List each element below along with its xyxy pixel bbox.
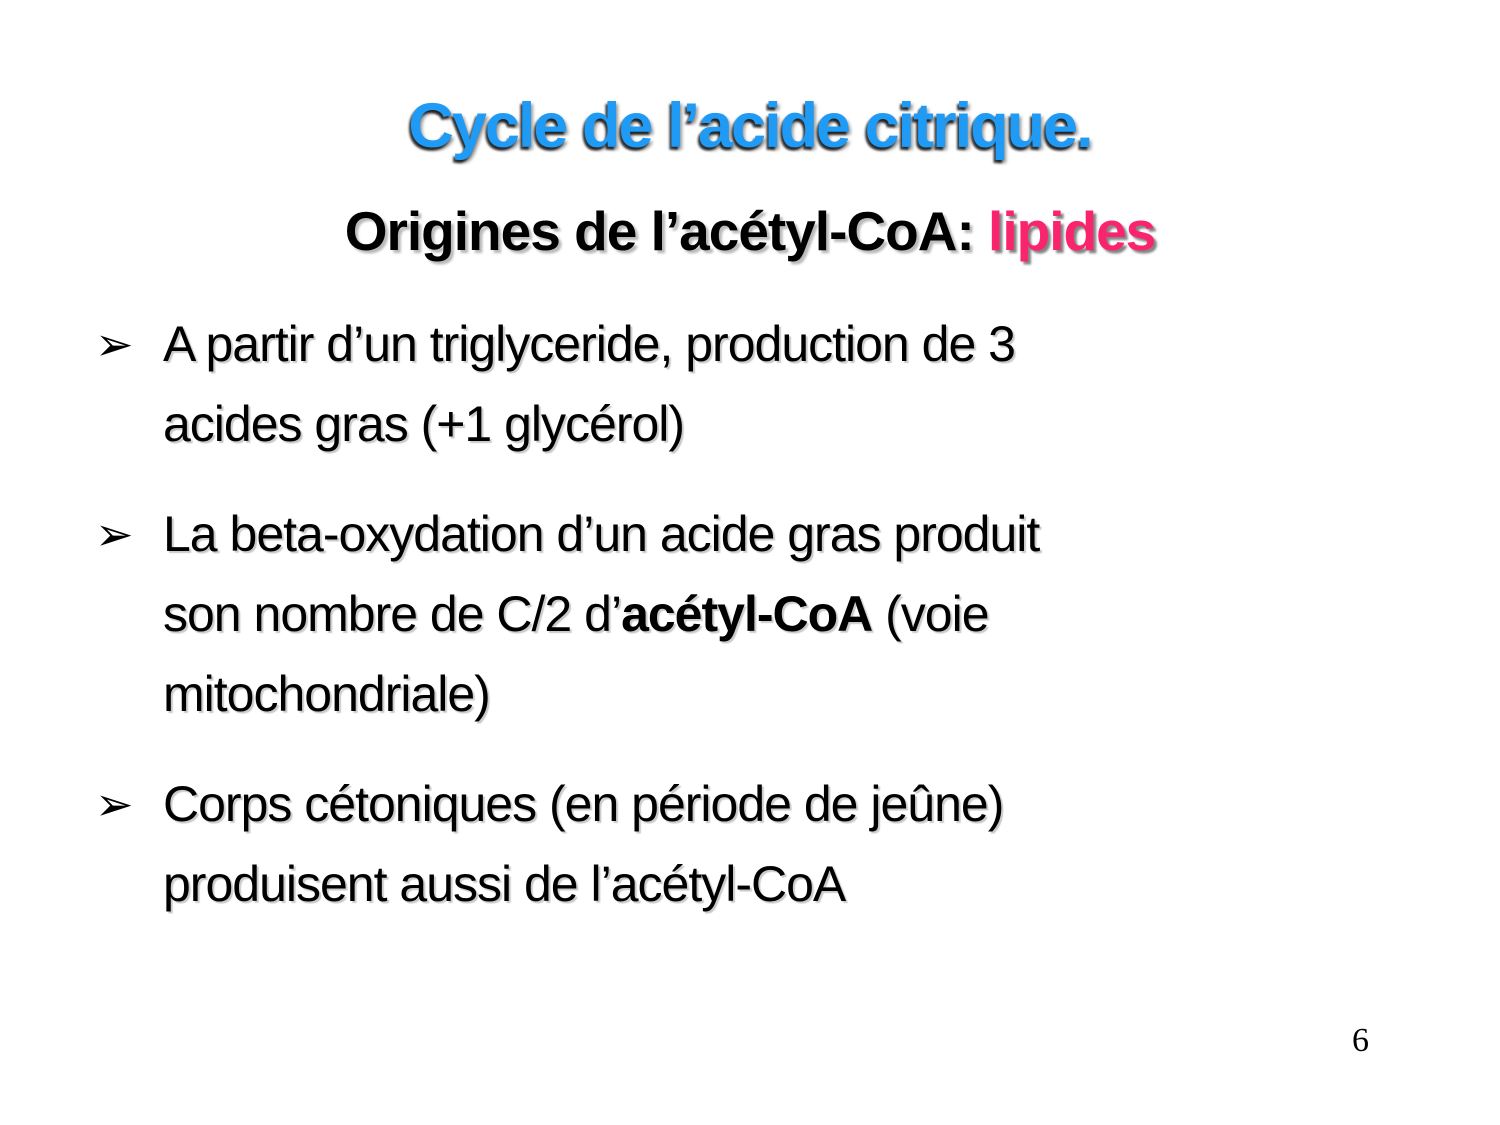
bullet-line — [163, 384, 1500, 464]
bullet-item-1 — [95, 304, 1500, 464]
slide-subtitle — [0, 200, 1500, 262]
bullet-line — [163, 764, 1500, 844]
bullet-text-bold: acétyl-CoA — [621, 586, 873, 642]
arrow-bullet-icon: ➢ — [95, 317, 133, 371]
bullet-1-lines — [163, 304, 1500, 464]
bullet-list — [0, 304, 1500, 924]
bullet-text: son nombre de C/2 d’ — [163, 586, 622, 642]
bullet-line — [163, 654, 1500, 734]
bullet-text: La beta-oxydation d’un acide gras produit — [163, 506, 1040, 562]
bullet-text: produisent aussi de l’acétyl-CoA — [163, 856, 846, 912]
slide-title: Cycle de l’acide citrique. — [408, 91, 1092, 161]
page-number: 6 — [1352, 1022, 1369, 1059]
bullet-text: Corps cétoniques (en période de jeûne) — [163, 776, 1004, 832]
bullet-text: (voie — [872, 586, 989, 642]
bullet-text: mitochondriale) — [163, 666, 490, 722]
bullet-line — [163, 574, 1500, 654]
bullet-2-lines — [163, 494, 1500, 734]
bullet-text: A partir d’un triglyceride, production de 3 — [163, 316, 1015, 372]
bullet-line — [163, 494, 1500, 574]
subtitle-accent: lipides — [988, 200, 1156, 262]
arrow-bullet-icon: ➢ — [95, 507, 133, 561]
subtitle-text: Origines de l’acétyl-CoA: — [344, 200, 989, 262]
bullet-item-2 — [95, 494, 1500, 734]
bullet-item-3 — [95, 764, 1500, 924]
bullet-line — [163, 304, 1500, 384]
bullet-3-lines — [163, 764, 1500, 924]
arrow-bullet-icon: ➢ — [95, 777, 133, 831]
bullet-line — [163, 844, 1500, 924]
bullet-text: acides gras (+1 glycérol) — [163, 396, 685, 452]
